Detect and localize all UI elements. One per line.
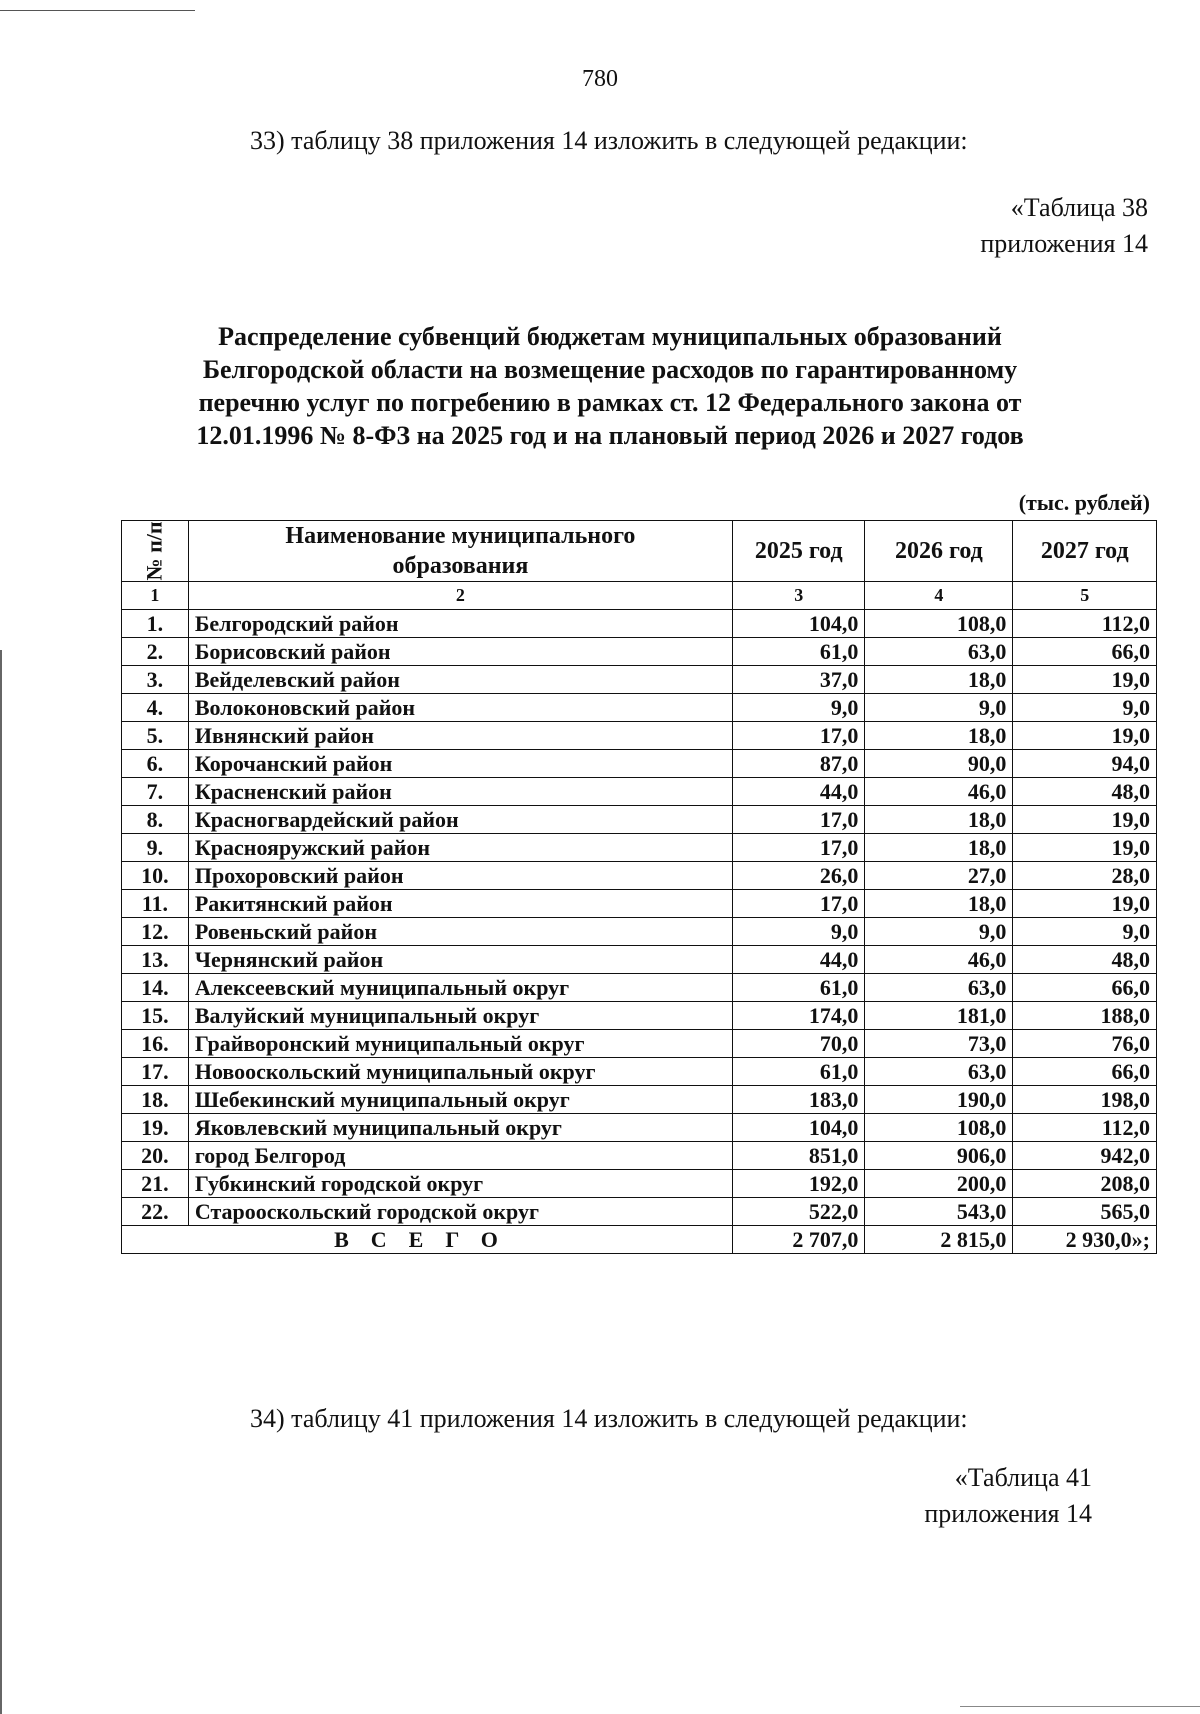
table-row (122, 1002, 1157, 1030)
row-name: Валуйский муниципальный округ (188, 1002, 732, 1030)
table-reference2-line1: «Таблица 41 (954, 1463, 1092, 1492)
scan-edge-line-bottom (960, 1706, 1200, 1707)
colnum-4: 4 (865, 582, 1013, 610)
total-label: ВСЕГО (122, 1226, 733, 1254)
row-name: Корочанский район (188, 750, 732, 778)
row-2027: 48,0 (1013, 778, 1157, 806)
title-line-4: 12.01.1996 № 8-ФЗ на 2025 год и на плановый период 2026 и 2027 годов (196, 421, 1024, 450)
row-name: Ракитянский район (188, 890, 732, 918)
row-name: Борисовский район (188, 638, 732, 666)
table-title (130, 320, 1090, 452)
total-row (122, 1226, 1157, 1254)
scan-edge-line-top (0, 10, 195, 11)
row-name: Новооскольский муниципальный округ (188, 1058, 732, 1086)
row-2027: 66,0 (1013, 974, 1157, 1002)
row-2027: 9,0 (1013, 694, 1157, 722)
header-name (188, 521, 732, 582)
header-2027: 2027 год (1013, 521, 1157, 582)
row-2026: 46,0 (865, 946, 1013, 974)
row-2027: 565,0 (1013, 1198, 1157, 1226)
row-number: 14. (122, 974, 189, 1002)
header-num (122, 521, 189, 582)
row-name: Красненский район (188, 778, 732, 806)
row-2026: 108,0 (865, 610, 1013, 638)
row-2027: 112,0 (1013, 1114, 1157, 1142)
row-number: 3. (122, 666, 189, 694)
row-2026: 90,0 (865, 750, 1013, 778)
table-row (122, 638, 1157, 666)
title-line-1: Распределение субвенций бюджетам муниципальных образований (218, 322, 1002, 351)
row-2027: 112,0 (1013, 610, 1157, 638)
row-2027: 48,0 (1013, 946, 1157, 974)
row-2025: 174,0 (733, 1002, 865, 1030)
table-row (122, 778, 1157, 806)
row-2027: 19,0 (1013, 722, 1157, 750)
row-name: Прохоровский район (188, 862, 732, 890)
table-row (122, 610, 1157, 638)
row-number: 9. (122, 834, 189, 862)
table-row (122, 806, 1157, 834)
row-2026: 63,0 (865, 638, 1013, 666)
row-2025: 192,0 (733, 1170, 865, 1198)
header-2025: 2025 год (733, 521, 865, 582)
table-row (122, 750, 1157, 778)
table-reference-line1: «Таблица 38 (1010, 193, 1148, 222)
row-number: 2. (122, 638, 189, 666)
row-name: Губкинский городской округ (188, 1170, 732, 1198)
row-2026: 18,0 (865, 722, 1013, 750)
row-name: Старооскольский городской округ (188, 1198, 732, 1226)
table-row (122, 946, 1157, 974)
row-2027: 9,0 (1013, 918, 1157, 946)
table-row (122, 1198, 1157, 1226)
row-2025: 104,0 (733, 1114, 865, 1142)
row-number: 12. (122, 918, 189, 946)
row-2026: 181,0 (865, 1002, 1013, 1030)
row-2026: 18,0 (865, 890, 1013, 918)
table-row (122, 666, 1157, 694)
row-2025: 61,0 (733, 974, 865, 1002)
total-2025: 2 707,0 (733, 1226, 865, 1254)
row-number: 1. (122, 610, 189, 638)
row-2026: 200,0 (865, 1170, 1013, 1198)
row-2027: 94,0 (1013, 750, 1157, 778)
row-number: 15. (122, 1002, 189, 1030)
row-name: Алексеевский муниципальный округ (188, 974, 732, 1002)
row-name: Волоконовский район (188, 694, 732, 722)
row-2026: 9,0 (865, 694, 1013, 722)
row-2026: 543,0 (865, 1198, 1013, 1226)
row-2025: 44,0 (733, 946, 865, 974)
table-row (122, 862, 1157, 890)
row-2026: 18,0 (865, 806, 1013, 834)
row-2027: 76,0 (1013, 1030, 1157, 1058)
row-number: 21. (122, 1170, 189, 1198)
colnum-1: 1 (122, 582, 189, 610)
amendment-intro-33: 33) таблицу 38 приложения 14 изложить в следующей редакции: (250, 126, 968, 155)
row-number: 20. (122, 1142, 189, 1170)
total-2026: 2 815,0 (865, 1226, 1013, 1254)
row-2027: 19,0 (1013, 890, 1157, 918)
table-row (122, 1058, 1157, 1086)
row-2027: 942,0 (1013, 1142, 1157, 1170)
table-row (122, 694, 1157, 722)
table-reference-41 (924, 1460, 1092, 1532)
colnum-5: 5 (1013, 582, 1157, 610)
row-2027: 208,0 (1013, 1170, 1157, 1198)
row-2025: 104,0 (733, 610, 865, 638)
row-number: 6. (122, 750, 189, 778)
header-2026: 2026 год (865, 521, 1013, 582)
row-name: Краснояружский район (188, 834, 732, 862)
colnum-2: 2 (188, 582, 732, 610)
table-row (122, 974, 1157, 1002)
table-reference-38 (980, 190, 1148, 262)
table-row (122, 834, 1157, 862)
row-name: Шебекинский муниципальный округ (188, 1086, 732, 1114)
row-number: 22. (122, 1198, 189, 1226)
column-number-row (122, 582, 1157, 610)
row-2025: 9,0 (733, 918, 865, 946)
row-2025: 61,0 (733, 638, 865, 666)
row-name: Грайворонский муниципальный округ (188, 1030, 732, 1058)
table-row (122, 1114, 1157, 1142)
row-2026: 18,0 (865, 666, 1013, 694)
row-2026: 63,0 (865, 1058, 1013, 1086)
table-reference2-line2: приложения 14 (924, 1499, 1092, 1528)
row-number: 5. (122, 722, 189, 750)
amendment-intro-34: 34) таблицу 41 приложения 14 изложить в следующей редакции: (250, 1404, 968, 1433)
row-name: Ивнянский район (188, 722, 732, 750)
table-reference-line2: приложения 14 (980, 229, 1148, 258)
header-name-line2: образования (392, 553, 529, 579)
row-2025: 26,0 (733, 862, 865, 890)
row-2025: 851,0 (733, 1142, 865, 1170)
row-2026: 73,0 (865, 1030, 1013, 1058)
row-2025: 87,0 (733, 750, 865, 778)
row-number: 16. (122, 1030, 189, 1058)
scan-edge-line-left (0, 650, 2, 1714)
row-2026: 108,0 (865, 1114, 1013, 1142)
row-2026: 906,0 (865, 1142, 1013, 1170)
row-2026: 190,0 (865, 1086, 1013, 1114)
page-number: 780 (582, 66, 618, 92)
row-2025: 44,0 (733, 778, 865, 806)
row-number: 7. (122, 778, 189, 806)
row-2025: 17,0 (733, 806, 865, 834)
row-2027: 198,0 (1013, 1086, 1157, 1114)
title-line-3: перечню услуг по погребению в рамках ст. 12 Федерального закона от (198, 388, 1022, 417)
title-line-2: Белгородской области на возмещение расходов по гарантированному (202, 355, 1018, 384)
header-num-label: № п/п (141, 521, 167, 581)
row-number: 19. (122, 1114, 189, 1142)
row-name: город Белгород (188, 1142, 732, 1170)
colnum-3: 3 (733, 582, 865, 610)
table-row (122, 722, 1157, 750)
row-2025: 61,0 (733, 1058, 865, 1086)
table-header-row (122, 521, 1157, 582)
row-2027: 66,0 (1013, 1058, 1157, 1086)
row-2027: 19,0 (1013, 806, 1157, 834)
row-2026: 27,0 (865, 862, 1013, 890)
header-name-line1: Наименование муниципального (285, 523, 636, 549)
row-name: Яковлевский муниципальный округ (188, 1114, 732, 1142)
row-2025: 17,0 (733, 722, 865, 750)
table-body (122, 582, 1157, 1226)
row-2026: 46,0 (865, 778, 1013, 806)
table-row (122, 1030, 1157, 1058)
total-2027: 2 930,0»; (1013, 1226, 1157, 1254)
row-name: Чернянский район (188, 946, 732, 974)
row-name: Красногвардейский район (188, 806, 732, 834)
row-number: 13. (122, 946, 189, 974)
table-row (122, 1086, 1157, 1114)
row-2025: 9,0 (733, 694, 865, 722)
row-2025: 37,0 (733, 666, 865, 694)
table-row (122, 1170, 1157, 1198)
row-number: 10. (122, 862, 189, 890)
row-2027: 28,0 (1013, 862, 1157, 890)
row-2025: 70,0 (733, 1030, 865, 1058)
row-2025: 522,0 (733, 1198, 865, 1226)
row-2026: 18,0 (865, 834, 1013, 862)
row-name: Вейделевский район (188, 666, 732, 694)
row-2027: 188,0 (1013, 1002, 1157, 1030)
row-name: Ровеньский район (188, 918, 732, 946)
row-number: 4. (122, 694, 189, 722)
row-number: 11. (122, 890, 189, 918)
table-row (122, 890, 1157, 918)
row-number: 18. (122, 1086, 189, 1114)
row-2026: 63,0 (865, 974, 1013, 1002)
table-row (122, 1142, 1157, 1170)
row-2026: 9,0 (865, 918, 1013, 946)
subventions-table (121, 520, 1157, 1254)
row-2027: 19,0 (1013, 666, 1157, 694)
row-2025: 17,0 (733, 834, 865, 862)
row-2027: 19,0 (1013, 834, 1157, 862)
row-name: Белгородский район (188, 610, 732, 638)
row-2025: 183,0 (733, 1086, 865, 1114)
row-number: 8. (122, 806, 189, 834)
row-2025: 17,0 (733, 890, 865, 918)
row-2027: 66,0 (1013, 638, 1157, 666)
table-row (122, 918, 1157, 946)
row-number: 17. (122, 1058, 189, 1086)
units-label: (тыс. рублей) (1018, 490, 1150, 515)
